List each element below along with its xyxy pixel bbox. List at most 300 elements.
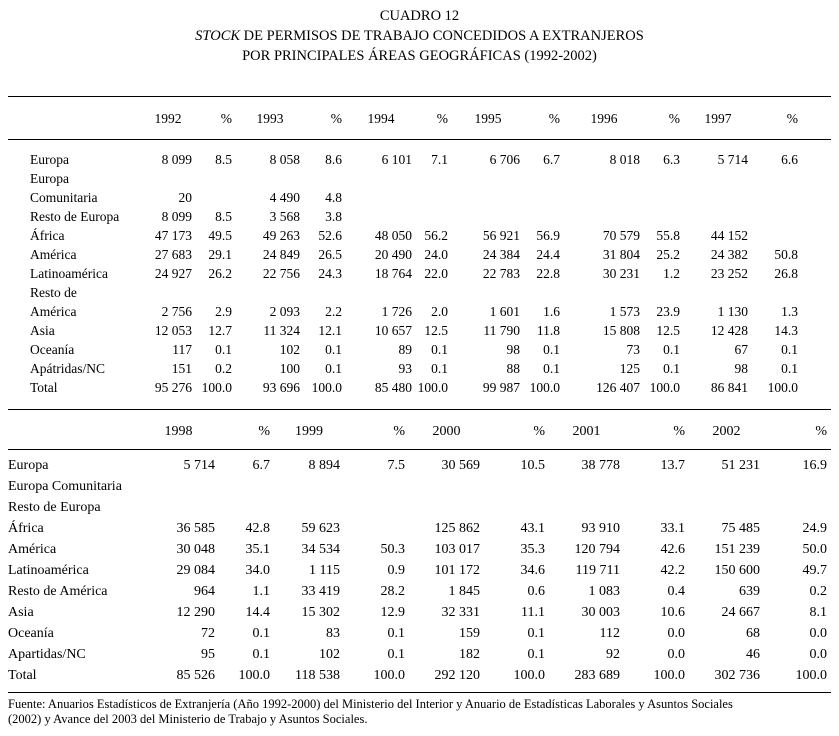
spacer-cell <box>802 226 831 245</box>
cell-value: 8 099 <box>161 209 192 224</box>
cell-value: 24 849 <box>262 247 300 262</box>
cell-value: 16.9 <box>802 458 827 473</box>
cell-value: 34.6 <box>520 563 545 578</box>
cell-value: 12.5 <box>424 323 448 338</box>
table-row <box>8 264 831 283</box>
row-label: Apartidas/NC <box>8 647 86 662</box>
cell-value <box>624 476 689 497</box>
cell-value: 100.0 <box>201 380 232 395</box>
spacer-cell <box>802 264 831 283</box>
spacer-cell <box>802 283 831 321</box>
table-row <box>8 207 831 226</box>
cell-value: 6 706 <box>489 152 520 167</box>
row-label: Resto de América <box>8 584 108 599</box>
cell-value: 102 <box>319 647 340 662</box>
cell-value: 100.0 <box>311 380 342 395</box>
cell-value: 95 276 <box>154 380 192 395</box>
cell-value <box>644 207 684 226</box>
cell-value: 6.3 <box>663 152 680 167</box>
row-label: Asia <box>30 323 55 338</box>
row-label: Latinoamérica <box>8 563 89 578</box>
row-label: América <box>8 542 57 557</box>
cell-value: 24.4 <box>536 247 560 262</box>
cell-value <box>416 169 452 207</box>
cell-value: 120 794 <box>574 542 620 557</box>
row-label: Oceanía <box>8 626 54 641</box>
cell-value: 12.9 <box>380 605 405 620</box>
cell-value: 25.2 <box>656 247 680 262</box>
percent-header: % <box>548 111 560 126</box>
cell-value: 11 790 <box>483 323 520 338</box>
cell-value: 118 538 <box>295 668 340 683</box>
cell-value: 0.1 <box>431 361 448 376</box>
table-row <box>8 140 831 170</box>
row-label: Oceanía <box>30 342 75 357</box>
row-label: Resto de América <box>30 285 77 319</box>
cell-value: 88 <box>506 361 520 376</box>
cell-value: 0.1 <box>325 342 342 357</box>
cell-value: 8 058 <box>269 152 300 167</box>
year-header: 1994 <box>367 111 395 126</box>
cell-value: 0.1 <box>543 342 560 357</box>
cell-value: 2 093 <box>269 304 300 319</box>
cell-value: 0.1 <box>781 342 798 357</box>
cell-value: 20 490 <box>374 247 412 262</box>
cell-value: 0.0 <box>809 647 827 662</box>
cell-value: 15 808 <box>602 323 640 338</box>
cell-value: 49.7 <box>802 563 827 578</box>
cell-value: 125 <box>619 361 640 376</box>
cell-value: 56.2 <box>424 228 448 243</box>
table-row <box>8 169 831 207</box>
cell-value: 55.8 <box>656 228 680 243</box>
cell-value: 2.9 <box>215 304 232 319</box>
cell-value: 102 <box>279 342 300 357</box>
cell-value: 12.5 <box>656 323 680 338</box>
table-row <box>8 518 831 539</box>
cell-value: 100.0 <box>767 380 798 395</box>
percent-header: % <box>330 111 342 126</box>
cell-value: 0.1 <box>431 342 448 357</box>
cell-value: 34 534 <box>301 542 340 557</box>
cell-value: 24 927 <box>154 266 192 281</box>
cell-value <box>344 476 409 497</box>
spacer-cell <box>802 378 831 410</box>
cell-value: 95 <box>201 647 215 662</box>
cell-value: 6.7 <box>252 458 270 473</box>
cell-value: 126 407 <box>596 380 640 395</box>
row-label: Asia <box>8 605 34 620</box>
cell-value: 0.2 <box>809 584 827 599</box>
cell-value: 1 083 <box>588 584 620 599</box>
cell-value <box>764 497 831 518</box>
cell-value: 30 231 <box>602 266 640 281</box>
cell-value: 10.5 <box>520 458 545 473</box>
cell-value: 12 290 <box>176 605 215 620</box>
cell-value: 1.6 <box>543 304 560 319</box>
row-label: Europa <box>8 458 49 473</box>
cell-value: 100.0 <box>795 668 827 683</box>
cell-value: 42.6 <box>660 542 685 557</box>
row-label: Resto de Europa <box>8 500 101 515</box>
table-row <box>8 476 831 497</box>
table-row <box>8 226 831 245</box>
cell-value: 8.5 <box>215 209 232 224</box>
cell-value: 8.6 <box>325 152 342 167</box>
cell-value: 151 <box>171 361 192 376</box>
table-row <box>8 602 831 623</box>
cell-value <box>549 497 624 518</box>
row-label: Apátridas/NC <box>30 361 105 376</box>
cell-value: 119 711 <box>575 563 620 578</box>
cell-value: 8 099 <box>161 152 192 167</box>
cell-value: 5 714 <box>717 152 748 167</box>
cell-value <box>452 169 524 207</box>
cell-value: 56 921 <box>482 228 520 243</box>
cell-value: 24.0 <box>424 247 448 262</box>
cell-value: 100.0 <box>513 668 545 683</box>
cell-value <box>684 207 752 226</box>
cell-value: 159 <box>459 626 480 641</box>
cell-value: 4.8 <box>325 190 342 205</box>
cell-value: 10.6 <box>660 605 685 620</box>
cell-value: 182 <box>459 647 480 662</box>
row-label: Resto de Europa <box>30 209 120 224</box>
table-row <box>8 665 831 693</box>
cell-value: 42.2 <box>660 563 685 578</box>
cell-value <box>752 207 802 226</box>
cell-value: 20 <box>178 190 192 205</box>
cell-value <box>644 169 684 207</box>
cell-value: 93 910 <box>581 521 620 536</box>
cell-value: 85 480 <box>374 380 412 395</box>
cell-value <box>409 476 484 497</box>
source-line: (2002) y Avance del 2003 del Ministerio de Trabajo y Asuntos Sociales. <box>8 712 368 726</box>
cell-value <box>274 476 344 497</box>
year-header: 1998 <box>164 424 193 439</box>
table-row <box>8 623 831 644</box>
spacer-cell <box>802 169 831 207</box>
cell-value: 26.8 <box>774 266 798 281</box>
permits-table-1998-2002 <box>8 410 831 693</box>
cell-value: 100.0 <box>529 380 560 395</box>
table-number: CUADRO 12 <box>379 8 460 24</box>
cell-value: 151 239 <box>714 542 760 557</box>
cell-value: 29.1 <box>208 247 232 262</box>
cell-value <box>346 169 416 207</box>
cell-value: 1 726 <box>381 304 412 319</box>
cell-value: 29 084 <box>176 563 215 578</box>
cell-value <box>564 169 644 207</box>
year-header: 1992 <box>154 111 182 126</box>
cell-value: 35.3 <box>520 542 545 557</box>
cell-value: 49.5 <box>208 228 232 243</box>
cell-value: 1.2 <box>663 266 680 281</box>
spacer-cell <box>802 359 831 378</box>
stock-word: STOCK <box>195 28 241 44</box>
cell-value: 7.1 <box>431 152 448 167</box>
table-row <box>8 245 831 264</box>
cell-value: 22.8 <box>536 266 560 281</box>
cell-value <box>689 476 764 497</box>
cell-value: 42.8 <box>245 521 270 536</box>
cell-value: 11.1 <box>521 605 545 620</box>
cell-value: 112 <box>599 626 620 641</box>
cell-value <box>484 497 549 518</box>
cell-value: 0.1 <box>527 647 545 662</box>
cell-value: 86 841 <box>710 380 748 395</box>
cell-value: 0.4 <box>667 584 685 599</box>
cell-value: 22 783 <box>482 266 520 281</box>
table-row <box>8 539 831 560</box>
cell-value: 12 428 <box>710 323 748 338</box>
cell-value: 14.3 <box>774 323 798 338</box>
table-row <box>8 321 831 340</box>
header-row <box>8 97 831 140</box>
cell-value: 1 845 <box>448 584 480 599</box>
cell-value: 1.3 <box>781 304 798 319</box>
cell-value: 33 419 <box>301 584 340 599</box>
cell-value <box>196 169 236 207</box>
cell-value <box>274 497 344 518</box>
cell-value: 1 601 <box>489 304 520 319</box>
year-header: 2002 <box>712 424 741 439</box>
cell-value: 117 <box>172 342 192 357</box>
cell-value: 24 384 <box>482 247 520 262</box>
cell-value: 0.0 <box>667 647 685 662</box>
cell-value: 22.0 <box>424 266 448 281</box>
cell-value: 50.8 <box>774 247 798 262</box>
cell-value: 100.0 <box>653 668 685 683</box>
cell-value: 14.4 <box>245 605 270 620</box>
cell-value: 30 048 <box>176 542 215 557</box>
cell-value: 98 <box>734 361 748 376</box>
cell-value: 0.2 <box>215 361 232 376</box>
source-line: Fuente: Anuarios Estadísticos de Extranjería (Año 1992-2000) del Ministerio del Interior y Anuario de Estadísticas Laborales y Asuntos Sociales <box>8 697 733 711</box>
cell-value: 59 623 <box>301 521 340 536</box>
cell-value: 15 302 <box>301 605 340 620</box>
cell-value: 11.8 <box>536 323 560 338</box>
cell-value <box>549 476 624 497</box>
table-row <box>8 378 831 410</box>
table-row <box>8 644 831 665</box>
row-label: Total <box>8 668 37 683</box>
cell-value: 283 689 <box>574 668 620 683</box>
cell-value: 6.6 <box>781 152 798 167</box>
cell-value: 2 756 <box>161 304 192 319</box>
spacer-cell <box>802 207 831 226</box>
cell-value: 52.6 <box>318 228 342 243</box>
cell-value: 8.1 <box>809 605 827 620</box>
cell-value: 0.1 <box>543 361 560 376</box>
cell-value <box>684 169 752 207</box>
cell-value <box>524 207 564 226</box>
table-row <box>8 340 831 359</box>
cell-value <box>219 497 274 518</box>
row-label: Europa Comunitaria <box>30 171 98 205</box>
year-header: 2001 <box>572 424 601 439</box>
row-label: Latinoamérica <box>30 266 108 281</box>
cell-value: 72 <box>201 626 215 641</box>
cell-value: 0.1 <box>527 626 545 641</box>
spacer-cell <box>802 97 831 140</box>
table-row <box>8 450 831 477</box>
cell-value: 125 862 <box>434 521 480 536</box>
cell-value: 0.1 <box>387 626 405 641</box>
cell-value: 99 987 <box>482 380 520 395</box>
cell-value: 5 714 <box>183 458 215 473</box>
cell-value: 6.7 <box>543 152 560 167</box>
table-row <box>8 359 831 378</box>
cell-value: 150 600 <box>714 563 760 578</box>
cell-value: 100.0 <box>238 668 270 683</box>
year-header: 1999 <box>295 424 323 439</box>
cell-value: 3.8 <box>325 209 342 224</box>
row-label: Total <box>30 380 58 395</box>
percent-header: % <box>258 424 270 439</box>
cell-value: 964 <box>194 584 215 599</box>
cell-value <box>752 226 802 245</box>
cell-value: 70 579 <box>602 228 640 243</box>
permits-table-1992-1997 <box>8 96 831 410</box>
cell-value: 100 <box>279 361 300 376</box>
year-header: 1995 <box>474 111 502 126</box>
cell-value: 43.1 <box>520 521 545 536</box>
cell-value: 100.0 <box>649 380 680 395</box>
cell-value: 0.1 <box>325 361 342 376</box>
row-label: Europa Comunitaria <box>8 479 122 494</box>
cell-value <box>344 497 409 518</box>
cell-value: 11 324 <box>263 323 300 338</box>
corner-cell <box>8 410 138 450</box>
cell-value: 34.0 <box>245 563 270 578</box>
cell-value: 30 569 <box>441 458 480 473</box>
cell-value <box>564 207 644 226</box>
cell-value: 28.2 <box>380 584 405 599</box>
source-note <box>8 697 831 727</box>
cell-value: 32 331 <box>441 605 480 620</box>
cell-value <box>764 476 831 497</box>
cell-value: 100.0 <box>373 668 405 683</box>
percent-header: % <box>393 424 405 439</box>
cell-value: 100.0 <box>417 380 448 395</box>
cell-value: 12.7 <box>208 323 232 338</box>
cell-value: 67 <box>734 342 748 357</box>
spacer-cell <box>802 140 831 170</box>
percent-header: % <box>220 111 232 126</box>
cell-value <box>416 207 452 226</box>
spacer-cell <box>802 321 831 340</box>
cell-value: 50.0 <box>802 542 827 557</box>
cell-value: 0.0 <box>809 626 827 641</box>
cell-value: 0.1 <box>387 647 405 662</box>
cell-value: 103 017 <box>434 542 480 557</box>
cell-value <box>138 476 219 497</box>
cell-value <box>138 497 219 518</box>
cell-value: 2.0 <box>431 304 448 319</box>
percent-header: % <box>436 111 448 126</box>
cell-value: 302 736 <box>714 668 760 683</box>
cell-value <box>346 207 416 226</box>
cell-value <box>409 497 484 518</box>
cell-value: 89 <box>398 342 412 357</box>
cell-value: 31 804 <box>602 247 640 262</box>
year-header: 1997 <box>704 111 732 126</box>
cell-value: 22 756 <box>262 266 300 281</box>
spacer-cell <box>802 245 831 264</box>
row-label: África <box>30 228 65 243</box>
percent-header: % <box>815 424 827 439</box>
cell-value: 24.3 <box>318 266 342 281</box>
cell-value: 26.5 <box>318 247 342 262</box>
row-label: Europa <box>30 152 69 167</box>
row-label: América <box>30 247 77 262</box>
cell-value: 68 <box>746 626 760 641</box>
cell-value: 24 382 <box>710 247 748 262</box>
cell-value: 101 172 <box>434 563 480 578</box>
cell-value <box>689 497 764 518</box>
table-subheading: POR PRINCIPALES ÁREAS GEOGRÁFICAS (1992-2002) <box>242 48 597 64</box>
cell-value: 51 231 <box>721 458 760 473</box>
cell-value: 83 <box>326 626 340 641</box>
cell-value: 46 <box>746 647 760 662</box>
cell-value: 38 778 <box>581 458 620 473</box>
cell-value: 44 152 <box>710 228 748 243</box>
table-title <box>8 6 831 66</box>
table-row <box>8 283 831 321</box>
cell-value <box>219 476 274 497</box>
cell-value: 8 894 <box>308 458 340 473</box>
year-header: 1996 <box>590 111 618 126</box>
cell-value: 47 173 <box>154 228 192 243</box>
cell-value: 1 573 <box>609 304 640 319</box>
heading-rest: DE PERMISOS DE TRABAJO CONCEDIDOS A EXTRANJEROS <box>240 28 644 44</box>
cell-value: 8.5 <box>215 152 232 167</box>
cell-value: 24.9 <box>802 521 827 536</box>
cell-value: 0.1 <box>663 342 680 357</box>
cell-value <box>452 207 524 226</box>
table-row <box>8 497 831 518</box>
cell-value <box>484 476 549 497</box>
percent-header: % <box>533 424 545 439</box>
cell-value: 7.5 <box>387 458 405 473</box>
cell-value: 0.1 <box>252 626 270 641</box>
cell-value: 12.1 <box>318 323 342 338</box>
cell-value: 50.3 <box>380 542 405 557</box>
cell-value: 6 101 <box>381 152 412 167</box>
cell-value: 13.7 <box>660 458 685 473</box>
cell-value: 3 568 <box>269 209 300 224</box>
year-header: 2000 <box>432 424 461 439</box>
cell-value: 0.1 <box>781 361 798 376</box>
cell-value: 639 <box>739 584 760 599</box>
cell-value: 56.9 <box>536 228 560 243</box>
cell-value: 98 <box>506 342 520 357</box>
cell-value: 0.9 <box>387 563 405 578</box>
cell-value: 48 050 <box>374 228 412 243</box>
cell-value: 92 <box>606 647 620 662</box>
cell-value: 0.6 <box>527 584 545 599</box>
cell-value: 0.1 <box>663 361 680 376</box>
percent-header: % <box>786 111 798 126</box>
cell-value: 4 490 <box>269 190 300 205</box>
cell-value: 93 696 <box>262 380 300 395</box>
cell-value: 26.2 <box>208 266 232 281</box>
cell-value: 93 <box>398 361 412 376</box>
percent-header: % <box>668 111 680 126</box>
spacer-cell <box>802 340 831 359</box>
cell-value: 1.1 <box>252 584 270 599</box>
